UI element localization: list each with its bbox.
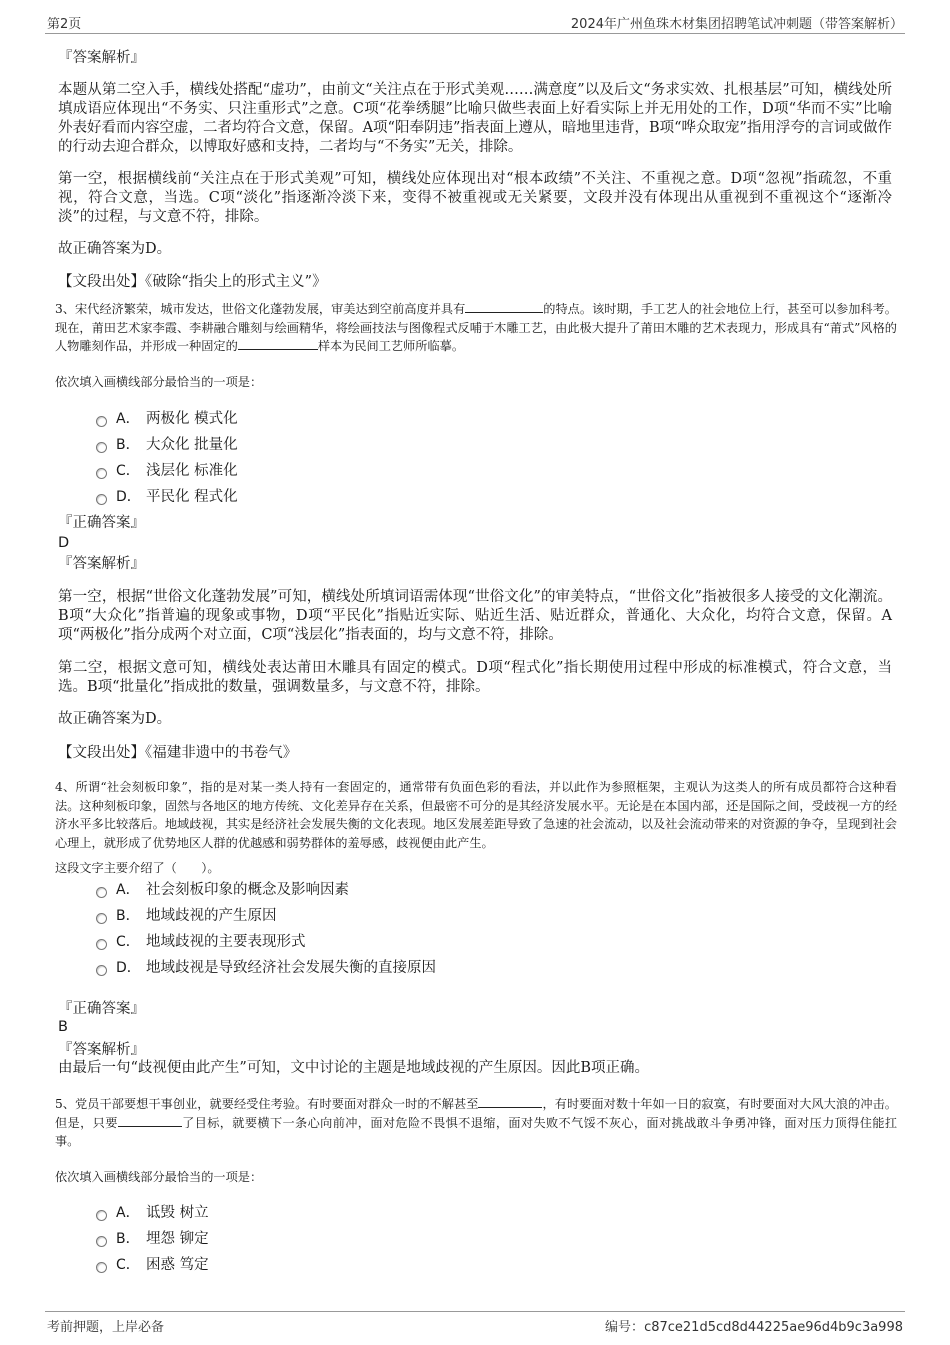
radio-icon[interactable] xyxy=(96,1236,107,1247)
option-text: 社会刻板印象的概念及影响因素 xyxy=(146,882,349,898)
q5-blank-2 xyxy=(118,1114,182,1127)
q5-stem-part-1: 5、党员干部要想干事创业，就要经受住考验。有时要面对群众一时的不解甚至 xyxy=(55,1097,479,1111)
radio-icon[interactable] xyxy=(96,939,107,950)
q5-option-a[interactable] xyxy=(96,1203,209,1223)
option-letter: C． xyxy=(116,463,140,479)
radio-icon[interactable] xyxy=(96,442,107,453)
radio-icon[interactable] xyxy=(96,416,107,427)
q3-conclusion: 故正确答案为D。 xyxy=(58,711,172,727)
q3-analysis-paragraph-2: 第二空，根据文意可知，横线处表达莆田木雕具有固定的模式。D项“程式化”指长期使用过程中形成的标准模式，符合文意，当选。B项“批量化”指成批的数量，强调数量多，与文意不符，排除。 xyxy=(58,660,892,695)
q5-stem-part-3: 了目标，就要横下一条心向前冲，面对危险不畏惧不退缩，面对失败不气馁不灰心，面对挑战敢斗争勇冲锋，面对压力顶得住能扛事。 xyxy=(55,1115,898,1148)
q3-answer-label: 『正确答案』 xyxy=(58,515,145,531)
q3-option-d[interactable] xyxy=(96,487,238,507)
q3-source: 【文段出处】《福建非遗中的书卷气》 xyxy=(58,745,298,761)
option-text: 地域歧视的产生原因 xyxy=(146,908,277,924)
radio-icon[interactable] xyxy=(96,468,107,479)
option-text: 浅层化 标准化 xyxy=(146,463,238,479)
page-number: 第2页 xyxy=(47,17,82,32)
option-text: 诋毁 树立 xyxy=(146,1205,209,1221)
option-text: 平民化 程式化 xyxy=(146,489,238,505)
option-text: 两极化 模式化 xyxy=(146,411,238,427)
option-text: 困惑 笃定 xyxy=(146,1257,209,1273)
option-letter: A． xyxy=(116,1205,140,1221)
page-footer xyxy=(45,1311,905,1336)
option-letter: A． xyxy=(116,882,140,898)
q5-stem-part-2: ，有时要面对数十年如一日的寂寞，有时要面对大风大浪的冲击。但是，只要 xyxy=(55,1097,897,1130)
q4-prompt: 这段文字主要介绍了（ ）。 xyxy=(55,861,220,875)
q4-option-b[interactable] xyxy=(96,906,277,926)
q5-option-c[interactable] xyxy=(96,1255,209,1275)
q3-stem xyxy=(55,300,897,356)
q3-stem-part-2: 的特点。该时期，手工艺人的社会地位上行，甚至可以参加科考。现在，莆田艺术家李霞、李耕融合雕刻与绘画精华，将绘画技法与图像程式反哺于木雕工艺，由此极大提升了莆田木雕的艺术表现力，形成具有“莆式”风格的人物雕刻作品，并形成一种固定的 xyxy=(55,302,897,353)
footer-code-label: 编号： xyxy=(605,1320,645,1335)
option-letter: B． xyxy=(116,437,140,453)
radio-icon[interactable] xyxy=(96,965,107,976)
q3-analysis-paragraph-1: 第一空，根据“世俗文化蓬勃发展”可知，横线处所填词语需体现“世俗文化”的审美特点，“世俗文化”指被很多人接受的文化潮流。B项“大众化”指普遍的现象或事物，D项“平民化”指贴近实际、贴近生活、贴近群众，普通化、大众化，均符合文意，保留。A项“两极化”指分成两个对立面，C项“浅层化”指表面的，均与文意不符，排除。 xyxy=(58,589,892,643)
q4-answer-label: 『正确答案』 xyxy=(58,1001,145,1017)
footer-code-value: c87ce21d5cd8d44225ae96d4b9c3a998 xyxy=(644,1320,903,1335)
q4-analysis: 由最后一句“歧视便由此产生”可知，文中讨论的主题是地域歧视的产生原因。因此B项正确。 xyxy=(58,1060,649,1076)
q3-blank-2 xyxy=(238,337,318,350)
q3-prompt: 依次填入画横线部分最恰当的一项是： xyxy=(55,375,263,389)
radio-icon[interactable] xyxy=(96,1210,107,1221)
radio-icon[interactable] xyxy=(96,887,107,898)
q5-stem xyxy=(55,1095,897,1151)
option-text: 地域歧视是导致经济社会发展失衡的直接原因 xyxy=(146,960,436,976)
footer-code xyxy=(605,1316,903,1335)
q3-stem-part-1: 3、宋代经济繁荣，城市发达，世俗文化蓬勃发展，审美达到空前高度并具有 xyxy=(55,302,466,316)
q3-option-a[interactable] xyxy=(96,409,238,429)
q3-analysis-label: 『答案解析』 xyxy=(58,556,145,572)
option-text: 地域歧视的主要表现形式 xyxy=(146,934,306,950)
footer-slogan: 考前押题，上岸必备 xyxy=(47,1320,165,1335)
option-letter: C． xyxy=(116,934,140,950)
radio-icon[interactable] xyxy=(96,913,107,924)
radio-icon[interactable] xyxy=(96,494,107,505)
q3-stem-part-3: 样本为民间工艺师所临摹。 xyxy=(317,339,465,353)
q3-blank-1 xyxy=(465,300,543,313)
q5-option-b[interactable] xyxy=(96,1229,209,1249)
q4-analysis-label: 『答案解析』 xyxy=(58,1042,145,1058)
q4-option-d[interactable] xyxy=(96,958,436,978)
option-letter: C． xyxy=(116,1257,140,1273)
q2-source: 【文段出处】《破除“指尖上的形式主义”》 xyxy=(58,274,327,290)
q5-blank-1 xyxy=(478,1095,542,1108)
option-letter: B． xyxy=(116,1231,140,1247)
q3-option-c[interactable] xyxy=(96,461,238,481)
q4-option-a[interactable] xyxy=(96,880,349,900)
q2-analysis-paragraph-1: 本题从第二空入手，横线处搭配“虚功”，由前文“关注点在于形式美观……满意度”以及后文“务求实效、扎根基层”可知，横线处所填成语应体现出“不务实、只注重形式”之意。C项“花拳绣腿”比喻只做些表面上好看实际上并无用处的工作，D项“华而不实”比喻外表好看而内容空虚，二者均符合文意，保留。A项“阳奉阴违”指表面上遵从，暗地里违背，B项“哗众取宠”指用浮夸的言词或做作的行动去迎合群众，以博取好感和支持，二者均与“不务实”无关，排除。 xyxy=(58,82,892,155)
option-letter: D． xyxy=(116,960,141,976)
q2-analysis-label: 『答案解析』 xyxy=(58,50,145,66)
option-letter: B． xyxy=(116,908,140,924)
document-title: 2024年广州鱼珠木材集团招聘笔试冲刺题（带答案解析） xyxy=(570,17,903,32)
q2-conclusion: 故正确答案为D。 xyxy=(58,241,172,257)
radio-icon[interactable] xyxy=(96,1262,107,1273)
page-header xyxy=(45,13,905,34)
q4-stem: 4、所谓“社会刻板印象”，指的是对某一类人持有一套固定的，通常带有负面色彩的看法，并以此作为参照框架，主观认为这类人的所有成员都符合这种看法。这种刻板印象，固然与各地区的地方传统、文化差异存在关系，但最密不可分的是其经济发展水平。无论是在本国内部，还是国际之间，受歧视一方的经济水平多比较落后。地域歧视，其实是经济社会发展失衡的文化表现。地区发展差距导致了急速的社会流动，以及社会流动带来的对资源的争夺，呈现到社会心理上，就形成了优势地区人群的优越感和弱势群体的羞辱感，歧视便由此产生。 xyxy=(55,780,897,850)
q3-option-b[interactable] xyxy=(96,435,238,455)
q4-answer: B xyxy=(58,1019,68,1035)
q2-analysis-paragraph-2: 第一空，根据横线前“关注点在于形式美观”可知，横线处应体现出对“根本政绩”不关注、不重视之意。D项“忽视”指疏忽，不重视，符合文意，当选。C项“淡化”指逐渐冷淡下来，变得不被重视或无关紧要，文段并没有体现出从重视到不重视这个“逐渐冷淡”的过程，与文意不符，排除。 xyxy=(58,171,893,225)
q5-prompt: 依次填入画横线部分最恰当的一项是： xyxy=(55,1170,263,1184)
option-letter: A． xyxy=(116,411,140,427)
q3-answer: D xyxy=(58,535,70,551)
option-text: 大众化 批量化 xyxy=(146,437,238,453)
option-text: 埋怨 铆定 xyxy=(146,1231,209,1247)
option-letter: D． xyxy=(116,489,141,505)
q4-option-c[interactable] xyxy=(96,932,306,952)
